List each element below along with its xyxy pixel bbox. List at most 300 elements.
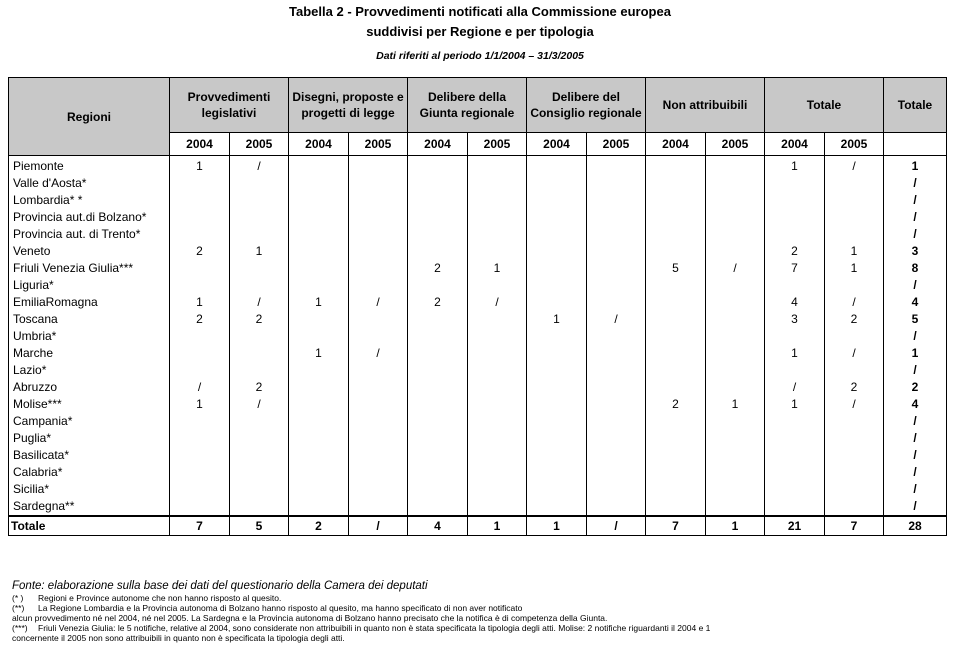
table-cell	[646, 192, 706, 209]
table-cell: /	[170, 379, 230, 396]
row-total: /	[884, 498, 947, 516]
table-cell	[170, 362, 230, 379]
table-cell	[527, 362, 587, 379]
header-group: Disegni, proposte e progetti di legge	[289, 78, 408, 133]
table-cell: 7	[765, 260, 825, 277]
table-cell: 1	[765, 156, 825, 176]
table-cell	[289, 413, 349, 430]
table-cell	[230, 481, 289, 498]
totals-cell: 1	[706, 516, 765, 536]
table-row	[9, 481, 947, 498]
table-subtitle: Dati riferiti al periodo 1/1/2004 – 31/3/2005	[376, 50, 584, 62]
table-cell: 4	[765, 294, 825, 311]
region-name: Friuli Venezia Giulia***	[9, 260, 170, 277]
footnote-text: alcun provvedimento né nel 2004, né nel 2005. La Sardegna e la Provincia autonoma di Bolzano hanno precisato che la notifica è di competenza della Giunta.	[12, 613, 608, 623]
table-cell	[230, 447, 289, 464]
table-cell	[646, 294, 706, 311]
table-cell	[349, 156, 408, 176]
table-cell	[408, 447, 468, 464]
table-cell	[289, 209, 349, 226]
region-name: Calabria*	[9, 464, 170, 481]
table-cell	[587, 328, 646, 345]
table-cell	[706, 209, 765, 226]
footnote	[12, 613, 952, 623]
table-cell	[646, 481, 706, 498]
footnote-text: concernente il 2005 non sono attribuibili in quanto non è specificata la tipologia degli atti.	[12, 633, 345, 643]
table-cell	[527, 209, 587, 226]
table-cell	[170, 175, 230, 192]
table-row	[9, 413, 947, 430]
totals-label: Totale	[9, 516, 170, 536]
table-cell	[587, 345, 646, 362]
table-cell	[408, 175, 468, 192]
table-cell	[587, 430, 646, 447]
table-cell	[646, 413, 706, 430]
totals-cell: /	[349, 516, 408, 536]
row-total: /	[884, 175, 947, 192]
table-cell	[587, 175, 646, 192]
table-cell	[765, 328, 825, 345]
table-cell	[527, 294, 587, 311]
table-row	[9, 447, 947, 464]
region-name: Molise***	[9, 396, 170, 413]
table-cell	[230, 328, 289, 345]
table-cell	[527, 413, 587, 430]
table-cell: 2	[230, 311, 289, 328]
table-cell	[289, 430, 349, 447]
table-cell	[765, 481, 825, 498]
table-cell	[646, 430, 706, 447]
row-total: /	[884, 481, 947, 498]
table-cell	[527, 175, 587, 192]
row-total: 8	[884, 260, 947, 277]
row-total: /	[884, 362, 947, 379]
table-cell	[289, 328, 349, 345]
table-row	[9, 294, 947, 311]
table-cell	[170, 481, 230, 498]
totals-row	[9, 516, 947, 536]
table-cell	[170, 209, 230, 226]
table-cell	[706, 447, 765, 464]
table-cell	[527, 447, 587, 464]
table-cell	[230, 226, 289, 243]
table-cell	[765, 209, 825, 226]
table-cell: 1	[825, 260, 884, 277]
table-cell	[646, 447, 706, 464]
region-name: Toscana	[9, 311, 170, 328]
table-cell	[825, 328, 884, 345]
header-year: 2005	[587, 133, 646, 156]
table-cell	[825, 498, 884, 516]
table-cell: 2	[825, 379, 884, 396]
region-name: Lazio*	[9, 362, 170, 379]
table-cell: 1	[527, 311, 587, 328]
table-cell	[468, 226, 527, 243]
table-cell: 1	[230, 243, 289, 260]
table-cell	[468, 447, 527, 464]
table-cell	[170, 345, 230, 362]
table-cell	[349, 192, 408, 209]
table-cell	[468, 209, 527, 226]
data-table	[8, 77, 947, 536]
row-total: /	[884, 226, 947, 243]
header-regioni: Regioni	[9, 78, 170, 156]
table-cell	[646, 328, 706, 345]
region-name: Abruzzo	[9, 379, 170, 396]
table-cell	[765, 430, 825, 447]
table-cell: 1	[765, 396, 825, 413]
table-cell: 2	[408, 294, 468, 311]
table-cell	[468, 430, 527, 447]
table-cell	[349, 481, 408, 498]
table-cell	[289, 447, 349, 464]
table-cell	[349, 328, 408, 345]
table-cell	[825, 175, 884, 192]
table-row	[9, 226, 947, 243]
table-cell	[587, 277, 646, 294]
table-cell	[706, 481, 765, 498]
table-cell: 2	[230, 379, 289, 396]
table-cell	[170, 277, 230, 294]
table-cell	[349, 226, 408, 243]
table-cell	[646, 175, 706, 192]
row-total: 4	[884, 294, 947, 311]
table-cell	[289, 311, 349, 328]
table-cell	[289, 379, 349, 396]
table-cell	[646, 498, 706, 516]
table-cell	[587, 396, 646, 413]
region-name: Lombardia* *	[9, 192, 170, 209]
header-group: Delibere del Consiglio regionale	[527, 78, 646, 133]
table-cell	[468, 277, 527, 294]
header-year: 2004	[646, 133, 706, 156]
table-cell: /	[349, 345, 408, 362]
table-cell	[646, 243, 706, 260]
header-year: 2004	[289, 133, 349, 156]
table-row	[9, 209, 947, 226]
table-cell: /	[230, 294, 289, 311]
table-cell: 1	[170, 294, 230, 311]
table-cell	[706, 243, 765, 260]
header-group: Totale	[765, 78, 884, 133]
region-name: Puglia*	[9, 430, 170, 447]
table-cell	[170, 328, 230, 345]
table-cell: /	[468, 294, 527, 311]
table-row	[9, 243, 947, 260]
table-cell	[170, 430, 230, 447]
table-cell	[468, 481, 527, 498]
table-cell	[646, 345, 706, 362]
table-cell: 1	[289, 294, 349, 311]
table-cell	[527, 243, 587, 260]
totals-cell: 2	[289, 516, 349, 536]
row-total: 2	[884, 379, 947, 396]
table-cell	[765, 277, 825, 294]
table-cell	[468, 498, 527, 516]
table-cell: 1	[468, 260, 527, 277]
table-cell: 2	[646, 396, 706, 413]
table-cell	[230, 498, 289, 516]
footnotes	[12, 580, 952, 643]
header-group: Non attribuibili	[646, 78, 765, 133]
table-cell	[468, 345, 527, 362]
table-cell	[527, 156, 587, 176]
region-name: Campania*	[9, 413, 170, 430]
table-cell	[587, 413, 646, 430]
table-cell	[587, 226, 646, 243]
table-cell	[527, 464, 587, 481]
table-cell	[706, 226, 765, 243]
table-cell	[646, 379, 706, 396]
table-cell	[587, 362, 646, 379]
table-cell	[349, 260, 408, 277]
header-year: 2004	[527, 133, 587, 156]
table-cell	[230, 175, 289, 192]
table-cell: /	[587, 311, 646, 328]
region-name: Sardegna**	[9, 498, 170, 516]
table-cell	[587, 294, 646, 311]
table-cell	[587, 464, 646, 481]
table-cell	[646, 362, 706, 379]
table-cell: 5	[646, 260, 706, 277]
table-cell	[349, 464, 408, 481]
table-cell	[349, 413, 408, 430]
table-cell	[408, 209, 468, 226]
table-cell: 2	[825, 311, 884, 328]
table-cell	[468, 362, 527, 379]
totals-cell: 21	[765, 516, 825, 536]
table-cell	[468, 156, 527, 176]
table-cell	[765, 447, 825, 464]
table-row	[9, 277, 947, 294]
table-cell: 2	[765, 243, 825, 260]
table-cell	[825, 430, 884, 447]
table-cell	[289, 396, 349, 413]
region-name: Marche	[9, 345, 170, 362]
table-cell	[587, 243, 646, 260]
table-row	[9, 362, 947, 379]
table-cell	[289, 226, 349, 243]
table-cell	[289, 464, 349, 481]
table-cell: /	[825, 396, 884, 413]
table-cell: /	[230, 396, 289, 413]
header-year: 2005	[706, 133, 765, 156]
table-cell	[587, 156, 646, 176]
header-totale-blank	[884, 133, 947, 156]
table-cell	[230, 362, 289, 379]
table-row	[9, 328, 947, 345]
table-cell	[408, 481, 468, 498]
table-cell: 1	[765, 345, 825, 362]
table-cell	[230, 209, 289, 226]
table-row	[9, 345, 947, 362]
table-cell	[765, 192, 825, 209]
table-cell	[527, 379, 587, 396]
table-cell	[527, 192, 587, 209]
table-cell	[825, 277, 884, 294]
table-title: Tabella 2 - Provvedimenti notificati alla Commissione europea	[289, 4, 671, 19]
table-cell	[646, 226, 706, 243]
table-row	[9, 311, 947, 328]
table-cell	[765, 362, 825, 379]
header-year: 2005	[468, 133, 527, 156]
table-cell	[587, 192, 646, 209]
footnote-key: (***)	[12, 623, 28, 633]
table-cell	[527, 396, 587, 413]
table-row	[9, 156, 947, 176]
table-cell: 1	[170, 156, 230, 176]
table-cell	[408, 328, 468, 345]
table-row	[9, 192, 947, 209]
table-cell	[468, 379, 527, 396]
table-title-line2: suddivisi per Regione e per tipologia	[366, 24, 594, 39]
table-cell	[230, 192, 289, 209]
footnote-text: La Regione Lombardia e la Provincia autonoma di Bolzano hanno risposto al quesito, ma hanno specificato di non aver notificato	[38, 603, 523, 613]
table-cell: 3	[765, 311, 825, 328]
table-cell	[646, 277, 706, 294]
header-year: 2005	[230, 133, 289, 156]
table-cell	[170, 413, 230, 430]
table-cell	[468, 192, 527, 209]
table-cell: 2	[408, 260, 468, 277]
footnote-key: (**)	[12, 603, 25, 613]
header-totale: Totale	[884, 78, 947, 133]
table-cell	[289, 156, 349, 176]
table-cell	[706, 156, 765, 176]
table-cell	[468, 464, 527, 481]
table-cell	[408, 396, 468, 413]
row-total: /	[884, 209, 947, 226]
table-cell	[349, 277, 408, 294]
table-body	[9, 156, 947, 517]
header-year: 2004	[170, 133, 230, 156]
row-total: /	[884, 277, 947, 294]
footnote	[12, 593, 952, 603]
table-cell	[408, 243, 468, 260]
table-cell	[527, 481, 587, 498]
table-cell	[349, 430, 408, 447]
table-cell: /	[825, 156, 884, 176]
table-cell	[408, 226, 468, 243]
table-cell	[825, 481, 884, 498]
region-name: Piemonte	[9, 156, 170, 176]
table-cell	[706, 362, 765, 379]
table-cell	[408, 362, 468, 379]
table-cell	[230, 413, 289, 430]
table-cell	[468, 311, 527, 328]
header-year: 2004	[765, 133, 825, 156]
row-total: 4	[884, 396, 947, 413]
table-cell	[349, 379, 408, 396]
table-cell: 1	[825, 243, 884, 260]
table-cell: 2	[170, 311, 230, 328]
region-name: Valle d'Aosta*	[9, 175, 170, 192]
header-year: 2004	[408, 133, 468, 156]
table-cell: /	[706, 260, 765, 277]
table-cell	[408, 430, 468, 447]
table-cell	[349, 362, 408, 379]
table-cell	[230, 260, 289, 277]
footnote	[12, 633, 952, 643]
notes-list	[12, 593, 952, 643]
table-cell	[289, 243, 349, 260]
table-cell	[527, 430, 587, 447]
table-cell	[825, 413, 884, 430]
table-cell	[527, 277, 587, 294]
table-cell: 1	[706, 396, 765, 413]
table-cell	[408, 345, 468, 362]
table-cell: 1	[170, 396, 230, 413]
table-cell	[230, 464, 289, 481]
table-cell	[765, 498, 825, 516]
row-total: /	[884, 447, 947, 464]
table-cell	[170, 498, 230, 516]
table-cell	[468, 243, 527, 260]
table-cell	[706, 498, 765, 516]
table-cell	[289, 175, 349, 192]
table-cell	[349, 498, 408, 516]
region-name: Liguria*	[9, 277, 170, 294]
table-cell	[349, 311, 408, 328]
table-cell	[587, 209, 646, 226]
table-cell	[349, 175, 408, 192]
table-cell	[468, 396, 527, 413]
region-name: EmiliaRomagna	[9, 294, 170, 311]
region-name: Veneto	[9, 243, 170, 260]
table-row	[9, 430, 947, 447]
table-cell	[230, 277, 289, 294]
table-cell	[706, 277, 765, 294]
table-cell: 2	[170, 243, 230, 260]
totals-cell: 5	[230, 516, 289, 536]
table-cell	[468, 413, 527, 430]
table-cell: /	[765, 379, 825, 396]
table-cell	[765, 413, 825, 430]
row-total: 3	[884, 243, 947, 260]
region-name: Sicilia*	[9, 481, 170, 498]
table-cell	[230, 430, 289, 447]
totals-cell: 7	[646, 516, 706, 536]
row-total: /	[884, 430, 947, 447]
table-cell	[170, 464, 230, 481]
table-row	[9, 464, 947, 481]
table-cell	[825, 192, 884, 209]
table-row	[9, 175, 947, 192]
table-cell	[170, 192, 230, 209]
table-cell	[587, 260, 646, 277]
table-cell	[349, 396, 408, 413]
totals-cell: 4	[408, 516, 468, 536]
table-row	[9, 396, 947, 413]
table-row	[9, 498, 947, 516]
table-cell	[349, 447, 408, 464]
table-cell	[468, 328, 527, 345]
table-cell	[527, 260, 587, 277]
grand-total: 28	[884, 516, 947, 536]
footnote-text: Friuli Venezia Giulia: le 5 notifiche, relative al 2004, sono considerate non attribuibili in quanto non è stata specificata la tipologia degli atti. Molise: 2 notifiche riguardanti il 2004 e 1	[38, 623, 711, 633]
table-cell	[706, 294, 765, 311]
totals-cell: /	[587, 516, 646, 536]
table-cell	[527, 498, 587, 516]
table-cell	[527, 328, 587, 345]
table-cell	[706, 192, 765, 209]
table-cell	[408, 413, 468, 430]
source-note: Fonte: elaborazione sulla base dei dati del questionario della Camera dei deputati	[12, 580, 428, 592]
table-cell	[825, 226, 884, 243]
table-cell	[349, 243, 408, 260]
header-year: 2005	[825, 133, 884, 156]
footnote	[12, 623, 952, 633]
